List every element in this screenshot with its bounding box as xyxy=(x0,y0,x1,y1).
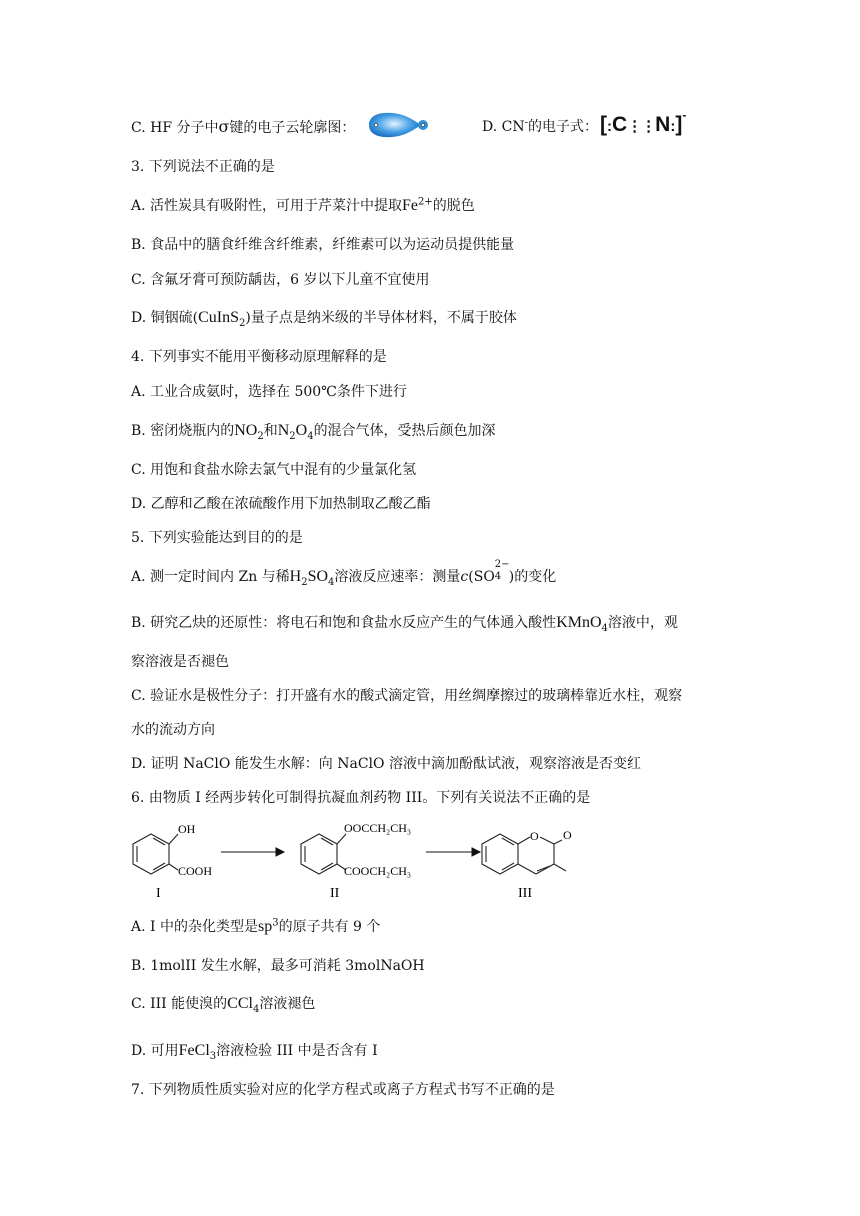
q4-option-c: C. 用饱和食盐水除去氯气中混有的少量氯化氢 xyxy=(131,462,417,478)
sigma-symbol: σ xyxy=(218,117,230,136)
q2-option-d: D. CN-的电子式： xyxy=(482,117,598,135)
compound-iii-label: III xyxy=(518,886,532,901)
reaction-arrow-2 xyxy=(426,848,480,856)
q6-option-d: D. 可用FeCl$_3$溶液检验 III 中是否含有 I xyxy=(131,1042,378,1062)
q3-option-c: C. 含氟牙膏可预防龋齿，6 岁以下儿童不宜使用 xyxy=(131,272,430,288)
compound-i-structure xyxy=(133,834,178,874)
compound-i-label: I xyxy=(156,886,161,901)
reaction-scheme xyxy=(126,815,596,905)
compound-iii-carbonyl-o: O xyxy=(563,828,572,842)
reaction-arrow-1 xyxy=(221,848,284,856)
q6-option-a: A. I 中的杂化类型是$sp^3$的原子共有 9 个 xyxy=(131,917,381,935)
q5-option-c: C. 验证水是极性分子：打开盛有水的酸式滴定管，用丝绸摩擦过的玻璃棒靠近水柱，观察 xyxy=(131,688,683,704)
compound-ii-label: II xyxy=(330,886,340,901)
q6-option-b: B. 1molII 发生水解，最多可消耗 3molNaOH xyxy=(131,958,425,974)
q5-stem: 5. 下列实验能达到目的的是 xyxy=(131,530,303,546)
q3-option-b: B. 食品中的膳食纤维含纤维素，纤维素可以为运动员提供能量 xyxy=(131,237,515,253)
q2-option-c: C. HF 分子中σ键的电子云轮廓图： xyxy=(131,117,356,136)
q5-option-a: A. 测一定时间内 Zn 与稀$H_2SO_4$溶液反应速率：测量c(SO 4 2− )的变化 xyxy=(131,559,557,588)
compound-i-oh: OH xyxy=(178,822,196,836)
cn-electron-formula: [:C⋮⋮N:]- xyxy=(600,108,687,136)
compound-ii-structure xyxy=(301,834,346,874)
q5-option-b: B. 研究乙炔的还原性：将电石和饱和食盐水反应产生的气体通入酸性KMnO$_4$溶液中，观 xyxy=(131,614,678,634)
compound-iii-ring-o: O xyxy=(530,829,539,843)
compound-ii-ester-bottom: COOCH₂CH₃ xyxy=(344,864,412,878)
q3-stem: 3. 下列说法不正确的是 xyxy=(131,159,275,175)
q5-option-c-cont: 水的流动方向 xyxy=(131,722,215,738)
hf-sigma-orbital-diagram xyxy=(366,110,430,140)
q7-stem: 7. 下列物质性质实验对应的化学方程式或离子方程式书写不正确的是 xyxy=(131,1082,555,1098)
compound-ii-ester-top: OOCCH₂CH₃ xyxy=(344,821,412,835)
q3-option-a: A. 活性炭具有吸附性，可用于芹菜汁中提取$Fe^{2+}$的脱色 xyxy=(131,196,475,214)
compound-iii-structure xyxy=(482,834,566,874)
q6-option-c: C. III 能使溴的CCl$_4$溶液褪色 xyxy=(131,995,316,1015)
q5-option-d: D. 证明 NaClO 能发生水解：向 NaClO 溶液中滴加酚酞试液，观察溶液是否变红 xyxy=(131,756,641,772)
q4-option-b: B. 密闭烧瓶内的$NO_2$和$N_2O_4$的混合气体，受热后颜色加深 xyxy=(131,422,496,442)
q6-stem: 6. 由物质 I 经两步转化可制得抗凝血剂药物 III。下列有关说法不正确的是 xyxy=(131,790,591,806)
q4-option-a: A. 工业合成氨时，选择在 500℃条件下进行 xyxy=(131,384,407,400)
q4-stem: 4. 下列事实不能用平衡移动原理解释的是 xyxy=(131,349,387,365)
q3-option-d: D. 铜铟硫(CuInS$_2$)量子点是纳米级的半导体材料，不属于胶体 xyxy=(131,309,517,329)
compound-i-cooh: COOH xyxy=(178,864,213,878)
q5-option-b-cont: 察溶液是否褪色 xyxy=(131,654,229,670)
q4-option-d: D. 乙醇和乙酸在浓硫酸作用下加热制取乙酸乙酯 xyxy=(131,496,431,512)
